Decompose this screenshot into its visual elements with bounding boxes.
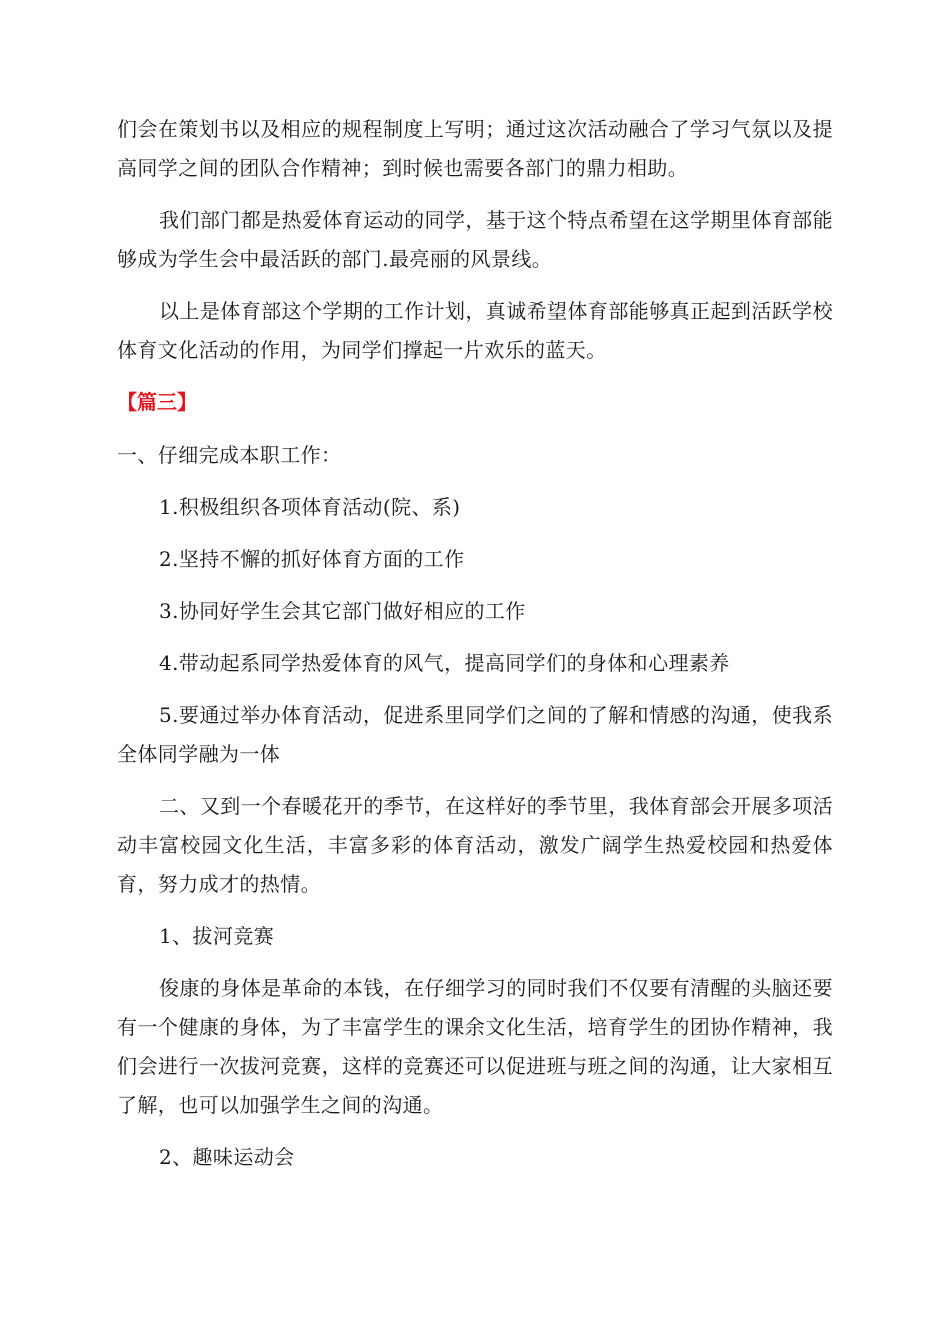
document-page [117, 110, 833, 1177]
section-one-title: 一、仔细完成本职工作： [117, 443, 342, 467]
list-item: 5.要通过举办体育活动，促进系里同学们之间的了解和情感的沟通，使我系全体同学融为一体 [117, 703, 833, 766]
paragraph-department: 我们部门都是热爱体育运动的同学，基于这个特点希望在这学期里体育部能够成为学生会中最活跃的部门.最亮丽的风景线。 [117, 208, 833, 271]
list-item: 2.坚持不懈的抓好体育方面的工作 [159, 547, 465, 571]
activity-one-title: 1、拔河竞赛 [159, 924, 275, 948]
section-heading: 【篇三】 [117, 390, 197, 414]
list-item: 1.积极组织各项体育活动(院、系) [159, 495, 461, 519]
section-two-paragraph: 二、又到一个春暖花开的季节，在这样好的季节里，我体育部会开展多项活动丰富校园文化生活，丰富多彩的体育活动，激发广阔学生热爱校园和热爱体育，努力成才的热情。 [117, 794, 833, 896]
activity-one-body: 俊康的身体是革命的本钱，在仔细学习的同时我们不仅要有清醒的头脑还要有一个健康的身体，为了丰富学生的课余文化生活，培育学生的团协作精神，我们会进行一次拔河竞赛，这样的竞赛还可以促进班与班之间的沟通，让大家相互了解，也可以加强学生之间的沟通。 [117, 976, 833, 1117]
paragraph-continuation: 们会在策划书以及相应的规程制度上写明；通过这次活动融合了学习气氛以及提高同学之间的团队合作精神；到时候也需要各部门的鼎力相助。 [117, 117, 833, 180]
activity-two-title: 2、趣味运动会 [159, 1145, 295, 1169]
list-item: 4.带动起系同学热爱体育的风气，提高同学们的身体和心理素养 [159, 651, 730, 675]
list-item: 3.协同好学生会其它部门做好相应的工作 [159, 599, 526, 623]
paragraph-summary: 以上是体育部这个学期的工作计划，真诚希望体育部能够真正起到活跃学校体育文化活动的作用，为同学们撑起一片欢乐的蓝天。 [117, 299, 833, 362]
